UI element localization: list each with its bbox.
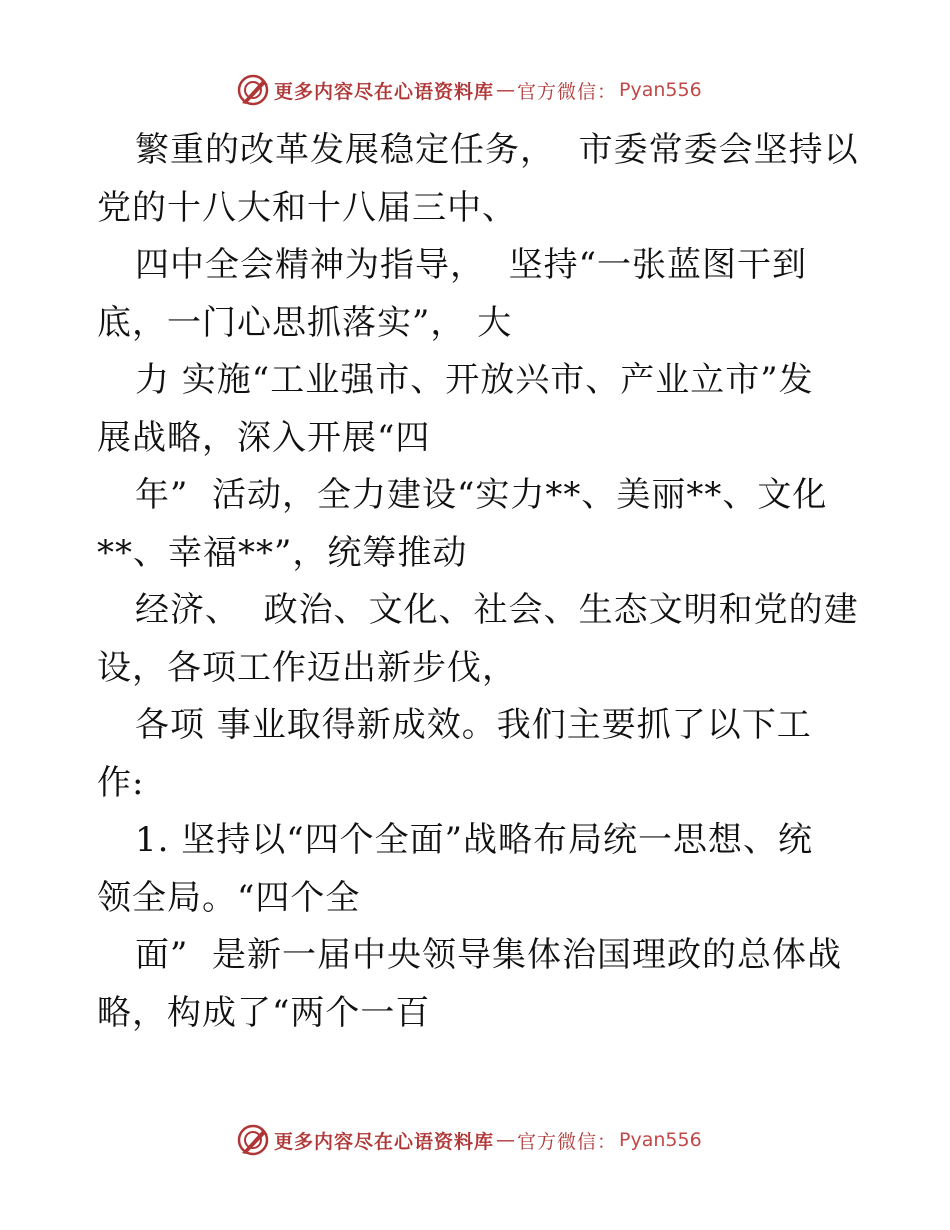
text-line: **、幸福**”，统筹推动 [97,532,468,573]
watermark-account: Pyan556 [619,1129,702,1151]
text-line: 经济、 政治、文化、社会、生态文明和党的建 [135,590,859,630]
text-line: 底，一门心思抓落实”， 大 [97,302,513,343]
text-line: 展战略，深入开展“四 [97,417,431,458]
text-line: 略，构成了“两个一百 [97,992,431,1033]
watermark-brand: 更多内容尽在心语资料库 [274,80,495,103]
document-body [97,122,859,1042]
text-line: 四中全会精神为指导， 坚持“一张蓝图干到 [135,245,807,285]
text-line: 作: [97,762,145,803]
quill-logo-icon [236,1123,270,1157]
text-line: 领全局。“四个全 [97,877,361,918]
text-line: 1. 坚持以“四个全面”战略布局统一思想、统 [135,820,814,860]
text-line: 面” 是新一届中央领导集体治国理政的总体战 [135,935,842,975]
watermark-brand: 更多内容尽在心语资料库 [274,1130,495,1153]
header-watermark [236,70,702,110]
text-line: 力 实施“工业强市、开放兴市、产业立市”发 [135,360,814,400]
watermark-account: Pyan556 [619,79,702,101]
quill-logo-icon [236,73,270,107]
footer-watermark [236,1120,702,1160]
text-line: 各项 事业取得新成效。我们主要抓了以下工 [135,705,812,745]
text-line: 繁重的改革发展稳定任务， 市委常委会坚持以 [135,130,859,170]
text-line: 党的十八大和十八届三中、 [97,187,517,228]
watermark-sub: 官方微信： [517,1130,618,1153]
text-line: 年” 活动，全力建设“实力**、美丽**、文化 [135,475,828,515]
watermark-dash: — [496,1129,516,1151]
watermark-sub: 官方微信： [517,80,618,103]
text-line: 设，各项工作迈出新步伐， [97,647,517,688]
watermark-dash: — [496,79,516,101]
